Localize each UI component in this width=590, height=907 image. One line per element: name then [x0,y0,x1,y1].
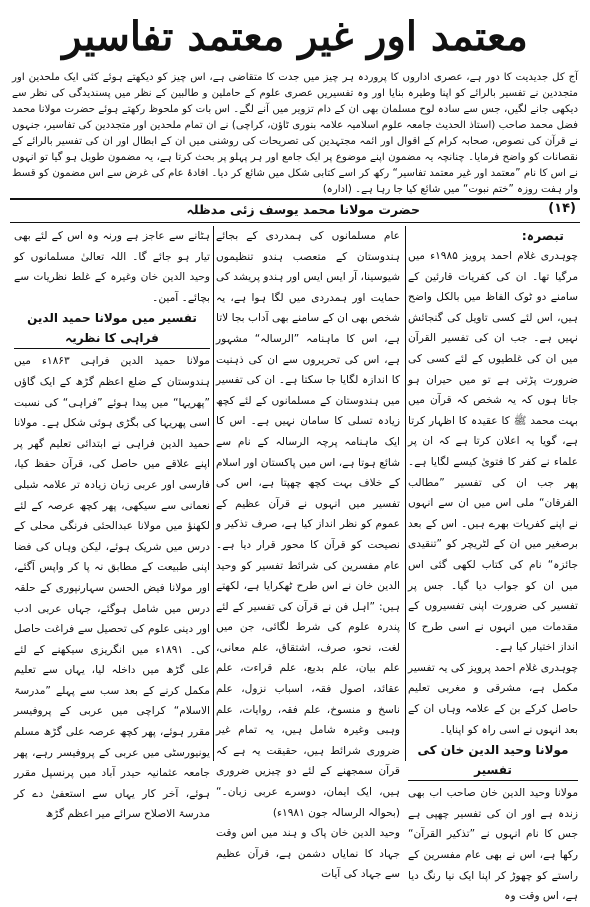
column-left [14,226,210,821]
author-byline: حضرت مولانا محمد یوسف زئی مدظلہ [186,202,420,217]
paragraph: مولانا وحید الدین خان صاحب اب بھی زندہ ہے اور ان کی تفسیر چھپی ہے جس کا نام انہوں نے ”تذکیر القرآن“ رکھا ہے، اس نے بھی عام مفسرین کے راستے کو چھوڑ کر اپنا ایک نیا رنگ دیا ہے، اس وقت وہ [408,787,578,903]
paragraph: وحید الدین خان پاک و ہند میں اس وقت جہاد کا نمایاں دشمن ہے، قرآن عظیم سے جہاد کی آیات [216,827,400,881]
paragraph: چوہدری غلام احمد پرویز کی یہ تفسیر مکمل ہے، مشرقی و مغربی تعلیم حاصل کرکے بن کے علامہ وہاں ان کے بعد انہوں نے اسی راہ کو اپنایا۔ [408,661,578,736]
article-title: معتمد اور غیر معتمد تفاسیر [62,13,528,60]
magazine-page [8,6,582,903]
paragraph: عام مسلمانوں کی ہمدردی کے بجائے ہندوستان کے متعصب ہندو تنظیموں شیوسینا، آر ایس ایس اور ہندو پریشد کی حمایت اور ہمدردی میں لگا ہوا ہے، یہ شخص بھی ان کے سامنے بھی آداب بجا لاتا ہے، اس کا ماہنامہ ”الرسالہ“ مشہور ہے، اس کی تحریروں سے ان کی ذہنیت کا اندازہ لگایا جا سکتا ہے۔ ان کی تفسیر میں ہندوستان کے مسلمانوں کے لئے کچھ زیادہ تسلی کا سامان نہیں ہے۔ اس کا ایک ماہنامہ پرچہ الرسالہ کے نام سے شائع ہوتا ہے، اس میں پاکستان اور اسلام کے خلاف بہت کچھ چھپتا ہے، اس کی تفسیر میں انہوں نے قرآن عظیم کے عموم کو نظر انداز کیا ہے، صرف تذکیر و نصیحت کو قرآن کا محور قرار دیا ہے۔ عام مفسرین کی شرائط تفسیر کو وحید الدین خان نے اس طرح ٹھکرایا ہے، لکھتے ہیں: ”اہل فن نے قرآن کی تفسیر کے لئے پندرہ علوم کی شرط لگائی، جن میں لغت، نحو، صرف، اشتقاق، علم معانی، علم بیان، علم بدیع، علم قراءت، علم عقائد، اصول فقہ، اسباب نزول، علم ناسخ و منسوخ، علم فقہ، روایات، علم وہبی وغیرہ شامل ہیں، یہ تمام غیر ضروری شرائط ہیں، حقیقت یہ ہے کہ قرآن سمجھنے کے لئے دو چیزیں ضروری ہیں، ایک ایمان، دوسرے عربی زبان۔“ (بحوالہ الرسالہ جون ۱۹۸۱ء) [216,230,400,819]
section-heading: تبصرہ: [521,228,564,243]
column-right [408,226,578,903]
column-divider [405,226,406,761]
section-heading: تفسیر میں مولانا حمید الدین فراہی کا نظریہ [14,308,210,349]
paragraph: مولانا حمید الدین فراہی ۱۸۶۳ء میں ہندوستان کے ضلع اعظم گڑھ کے ایک گاؤں ”پھریہا“ میں پیدا ہوئے ”فراہی“ کی نسبت اسی پھریہا کی بگڑی ہوئی شکل ہے۔ مولانا حمید الدین فراہی نے ابتدائی تعلیم گھر پر اپنے علاقے میں حاصل کی، قرآن حفظ کیا، فارسی اور عربی زبان زیادہ تر علامہ شبلی نعمانی سے سیکھی، پھر کچھ عرصہ کے لئے لکھنؤ میں مولانا عبدالحئی فرنگی محلی کے درس میں شریک ہوئے، لیکن وہاں کی فضا اپنی طبیعت کے مطابق نہ پا کر واپس آگئے، اور مولانا فیض الحسن سہارنپوری کے حلقہ درس میں شامل ہوگئے، جہاں عربی ادب اور دینی علوم کی تحصیل سے فراغت حاصل کی۔ ۱۸۹۱ء میں انگریزی سیکھنے کے لئے علی گڑھ میں داخلہ لیا، یہاں سے تعلیم مکمل کرنے کے بعد سب سے پہلے ”مدرسۃ الاسلام“ کراچی میں عربی کے پروفیسر مقرر ہوئے، پھر کچھ عرصہ علی گڑھ مسلم یونیورسٹی میں عربی کے پروفیسر رہے، پھر جامعہ عثمانیہ حیدر آباد میں پرنسپل مقرر ہوئے، آخر کار یہاں سے استعفیٰ دے کر مدرسۃ الاصلاح سرائے میر اعظم گڑھ [14,355,210,821]
column-middle [216,226,400,881]
paragraph: ہٹانے سے عاجز ہے ورنہ وہ اس کے لئے بھی تیار ہو جائے گا۔ اللہ تعالیٰ مسلمانوں کو وحید الدین خان وغیرہ کے غلط نظریات سے بچائے۔ آمین۔ [14,230,210,304]
byline-bar [10,198,580,223]
section-heading: مولانا وحید الدین خان کی تفسیر [408,740,578,781]
editorial-intro: آج کل جدیدیت کا دور ہے، عصری اداروں کا پروردہ ہر چیز میں جدت کا متقاضی ہے، اس چیز کو دیکھتے ہوئے کئی ایک ملحدین اور متجددین نے تفسیر بالرائے کو اپنا وطیرہ بنایا اور وہ تفسیریں عصری علوم کے حاملین و طالبین کے نظر میں پسندیدگی کی نظر سے دیکھی جانے لگیں، جس سے سادہ لوح مسلمان بھی ان کے دام تزویر میں آنے لگے۔ اس بات کو ملحوظ رکھتے ہوئے حضرت مولانا محمد فضل محمد صاحب (استاذ الحدیث جامعہ علوم اسلامیہ علامہ بنوری ٹاؤن، کراچی) نے ان تمام ملحدین اور متجددین کی تفاسیر، جنہوں نے قرآن کی نصوص، صحابہ کرام کے اقوال اور ائمہ مجتہدین کی تصریحات کی روشنی میں ان کے ابطال اور ان کی تفسیر بالرائے کے نقصانات کو واضح فرمایا۔ چنانچہ یہ مضمون اپنے موضوع پر ایک جامع اور ہر پہلو پر بحث کرتا ہے، یہ مضمون طویل ہو گیا تو انہوں نے اس کا نام ”معتمد اور غیر معتمد تفاسیر“ رکھ کر اسے کتابی شکل میں شائع کر دیا۔ افادۂ عام کی غرض سے اس مضمون کو قسط وار ہفت روزہ ”ختم نبوت“ میں شائع کیا جا رہا ہے۔ (ادارہ) [12,72,578,195]
paragraph: چوہدری غلام احمد پرویز ۱۹۸۵ء میں مرگیا تھا۔ ان کی کفریات قارئین کے سامنے دو ٹوک الفاظ میں بالکل واضح ہیں، اس لئے کسی تاویل کی گنجائش نہیں ہے۔ جب ان کی تفسیر القرآن میں ان کی غلطیوں کے لئے کسی کی ضرورت پڑتی ہے تو میں حیران ہو جاتا ہوں کہ یہ شخص کہ قرآن میں بہت محمد ﷺ کا عقیدہ کا اظہار کرتا ہے، گویا یہ اعلان کرتا ہے کہ ان پر علماء نے کفر کا فتویٰ کیسے لگایا ہے۔ پھر جب ان کی تفسیر ”مطالب الفرقان“ ملی اس میں ان سے انہوں نے اپنے کفریات بھرے ہیں۔ اس کے بعد برصغیر میں ان کے لٹریچر کو ”تنقیدی جائزہ“ نام کی کتاب لکھی گئی اس میں ان کو جواب دیا گیا۔ جس پر تفسیر کی ضرورت اپنی تفسیروں کے مقدمات میں انہوں نے اسی طرح کا انداز اختیار کیا ہے۔ [408,250,578,654]
column-divider [213,226,214,761]
page-number: (۱۴) [548,201,576,216]
